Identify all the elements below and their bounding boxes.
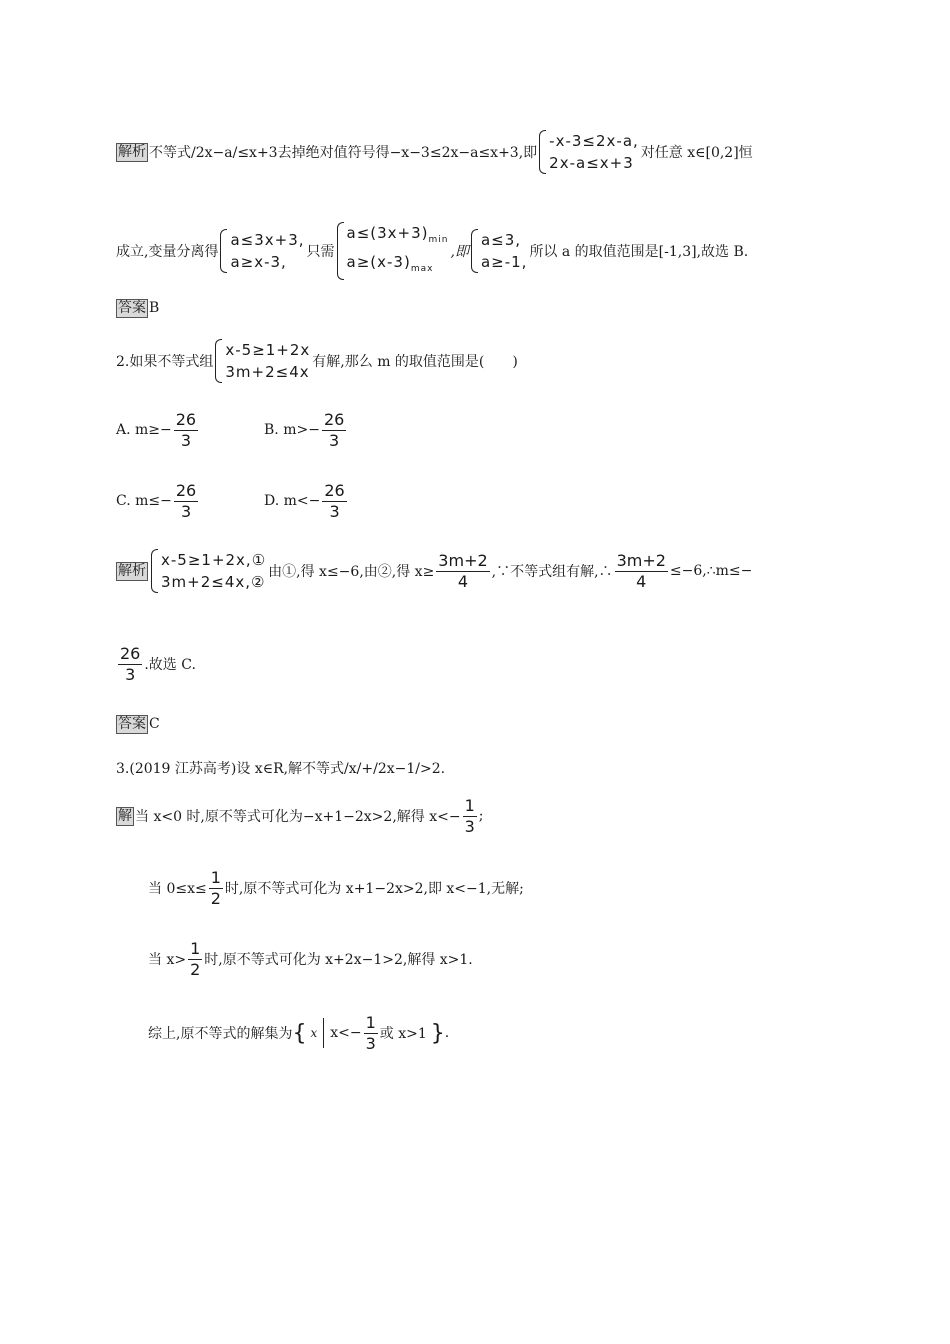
q2-stem-suffix: 有解,那么 m 的取值范围是( )	[312, 354, 518, 370]
option-label: C. m≤−	[116, 493, 172, 509]
system-row: x-5≥1+2x,①	[161, 551, 267, 569]
q3-text: 综上,原不等式的解集为	[148, 1026, 293, 1042]
answer-value: B	[149, 300, 160, 316]
q2-analysis-continued	[116, 642, 196, 686]
system-row-main: a≤(3x+3)	[346, 224, 429, 242]
set-close-brace: }	[430, 1020, 445, 1046]
inequality-system	[337, 222, 449, 280]
q2-analysis-text: ,∵不等式组有解,∴	[491, 564, 613, 580]
system-row: a≤3x+3,	[230, 231, 305, 249]
q1-analysis-line1	[116, 130, 753, 174]
inequality-system	[220, 229, 304, 273]
fraction-numerator: 26	[175, 409, 197, 429]
q1-answer	[116, 298, 159, 318]
system-row: -x-3≤2x-a,	[549, 132, 639, 150]
q3-text: 时,原不等式可化为 x+2x−1>2,解得 x>1.	[204, 952, 473, 968]
fraction	[322, 410, 346, 451]
fraction-numerator: 1	[464, 795, 475, 815]
q3-stem-text: 3.(2019 江苏高考)设 x∈R,解不等式/x/+/2x−1/>2.	[116, 761, 446, 777]
inequality-system	[539, 130, 639, 174]
fraction-numerator: 26	[324, 480, 345, 500]
q3-stem	[116, 758, 445, 778]
subscript: max	[410, 264, 434, 274]
q3-text: 当 x<0 时,原不等式可化为−x+1−2x>2,解得 x<−	[135, 809, 461, 825]
fraction-denominator: 4	[636, 571, 647, 591]
option-label: B. m>−	[264, 422, 320, 438]
fraction-numerator: 26	[120, 643, 141, 663]
inequality-system	[471, 229, 527, 273]
brace-icon	[539, 130, 546, 174]
q3-text: 当 0≤x≤	[148, 881, 207, 897]
q1-text: 不等式/2x−a/≤x+3去掉绝对值符号得−x−3≤2x−a≤x+3,即	[149, 145, 538, 161]
set-condition: 或 x>1	[379, 1026, 427, 1042]
fraction	[174, 481, 198, 522]
fraction-denominator: 3	[180, 430, 192, 450]
system-row: x-5≥1+2x	[225, 341, 311, 359]
brace-icon	[151, 549, 158, 593]
q2-analysis-text: 由①,得 x≤−6,由②,得 x≥	[268, 564, 435, 580]
fraction-denominator: 3	[329, 430, 340, 450]
q2-stem-prefix: 2.如果不等式组	[116, 354, 214, 370]
set-condition: x<−	[330, 1025, 362, 1041]
fraction-denominator: 3	[125, 664, 136, 684]
system-row: a≤3,	[480, 231, 522, 249]
q2-option-d[interactable]	[264, 479, 349, 523]
option-label: A. m≥−	[116, 422, 172, 438]
set-separator	[323, 1018, 324, 1048]
analysis-tag: 解析	[118, 143, 146, 160]
fraction	[209, 868, 223, 909]
inequality-system	[151, 549, 266, 593]
fraction-denominator: 3	[180, 501, 192, 521]
q2-analysis-text: ≤−6,∴m≤−	[669, 563, 753, 579]
answer-value: C	[149, 716, 160, 732]
fraction	[188, 939, 202, 980]
q2-stem	[116, 338, 518, 384]
analysis-tag: 解析	[118, 562, 146, 579]
q1-text: 对任意 x∈[0,2]恒	[640, 145, 753, 161]
fraction-numerator: 26	[175, 480, 197, 500]
q3-solution-line2	[148, 866, 524, 910]
fraction-denominator: 3	[464, 816, 475, 836]
q2-option-b[interactable]	[264, 408, 348, 452]
fraction	[322, 481, 346, 522]
fraction-numerator: 1	[190, 938, 201, 958]
q1-text: 成立,变量分离得	[116, 244, 219, 260]
q1-text: ,即	[450, 244, 469, 260]
fraction-denominator: 3	[365, 1033, 376, 1053]
q2-answer	[116, 714, 160, 734]
q3-solution-line3	[148, 937, 473, 981]
fraction-numerator: 3m+2	[438, 550, 488, 570]
q3-solution-line4	[148, 1008, 449, 1058]
q2-option-c[interactable]	[116, 479, 200, 523]
q2-option-a[interactable]	[116, 408, 200, 452]
fraction	[615, 551, 668, 592]
q2-analysis	[116, 548, 752, 594]
fraction-denominator: 2	[210, 888, 221, 908]
system-row: 3m+2≤4x,②	[161, 573, 266, 591]
q3-text: ;	[478, 808, 484, 824]
fraction-numerator: 1	[365, 1012, 376, 1032]
q3-solution-line1	[116, 794, 483, 838]
system-row: a≥-1,	[480, 253, 528, 271]
system-row	[347, 251, 449, 280]
q2-analysis-text: .故选 C.	[144, 657, 196, 673]
solution-tag: 解	[118, 807, 132, 824]
system-row: 2x-a≤x+3	[549, 154, 634, 172]
system-row: 3m+2≤4x	[225, 363, 310, 381]
q3-text: 当 x>	[148, 952, 187, 968]
fraction	[364, 1013, 378, 1054]
fraction	[463, 796, 477, 837]
fraction-numerator: 3m+2	[616, 550, 666, 570]
q1-text: 只需	[306, 244, 335, 260]
fraction-denominator: 3	[329, 501, 340, 521]
fraction-numerator: 1	[210, 867, 221, 887]
system-row-main: a≥(x-3)	[346, 253, 411, 271]
inequality-system	[215, 339, 310, 383]
fraction-denominator: 2	[190, 959, 201, 979]
q1-analysis-line2	[116, 224, 749, 274]
fraction	[118, 644, 142, 685]
brace-icon	[471, 229, 478, 273]
answer-tag: 答案	[118, 715, 146, 732]
system-row	[347, 222, 449, 251]
fraction	[174, 410, 198, 451]
brace-icon	[220, 229, 227, 273]
q3-text: 时,原不等式可化为 x+1−2x>2,即 x<−1,无解;	[224, 881, 524, 897]
brace-icon	[337, 222, 344, 280]
system-row: a≥x-3,	[230, 253, 287, 271]
set-variable: x	[310, 1026, 318, 1040]
brace-icon	[215, 339, 222, 383]
fraction-denominator: 4	[457, 571, 469, 591]
fraction	[436, 551, 489, 592]
answer-tag: 答案	[118, 299, 146, 316]
q1-text: 所以 a 的取值范围是[-1,3],故选 B.	[529, 244, 749, 260]
subscript: min	[428, 235, 449, 245]
set-open-brace: {	[292, 1020, 307, 1046]
q3-text: .	[444, 1025, 450, 1041]
option-label: D. m<−	[264, 493, 321, 509]
fraction-numerator: 26	[323, 409, 345, 429]
